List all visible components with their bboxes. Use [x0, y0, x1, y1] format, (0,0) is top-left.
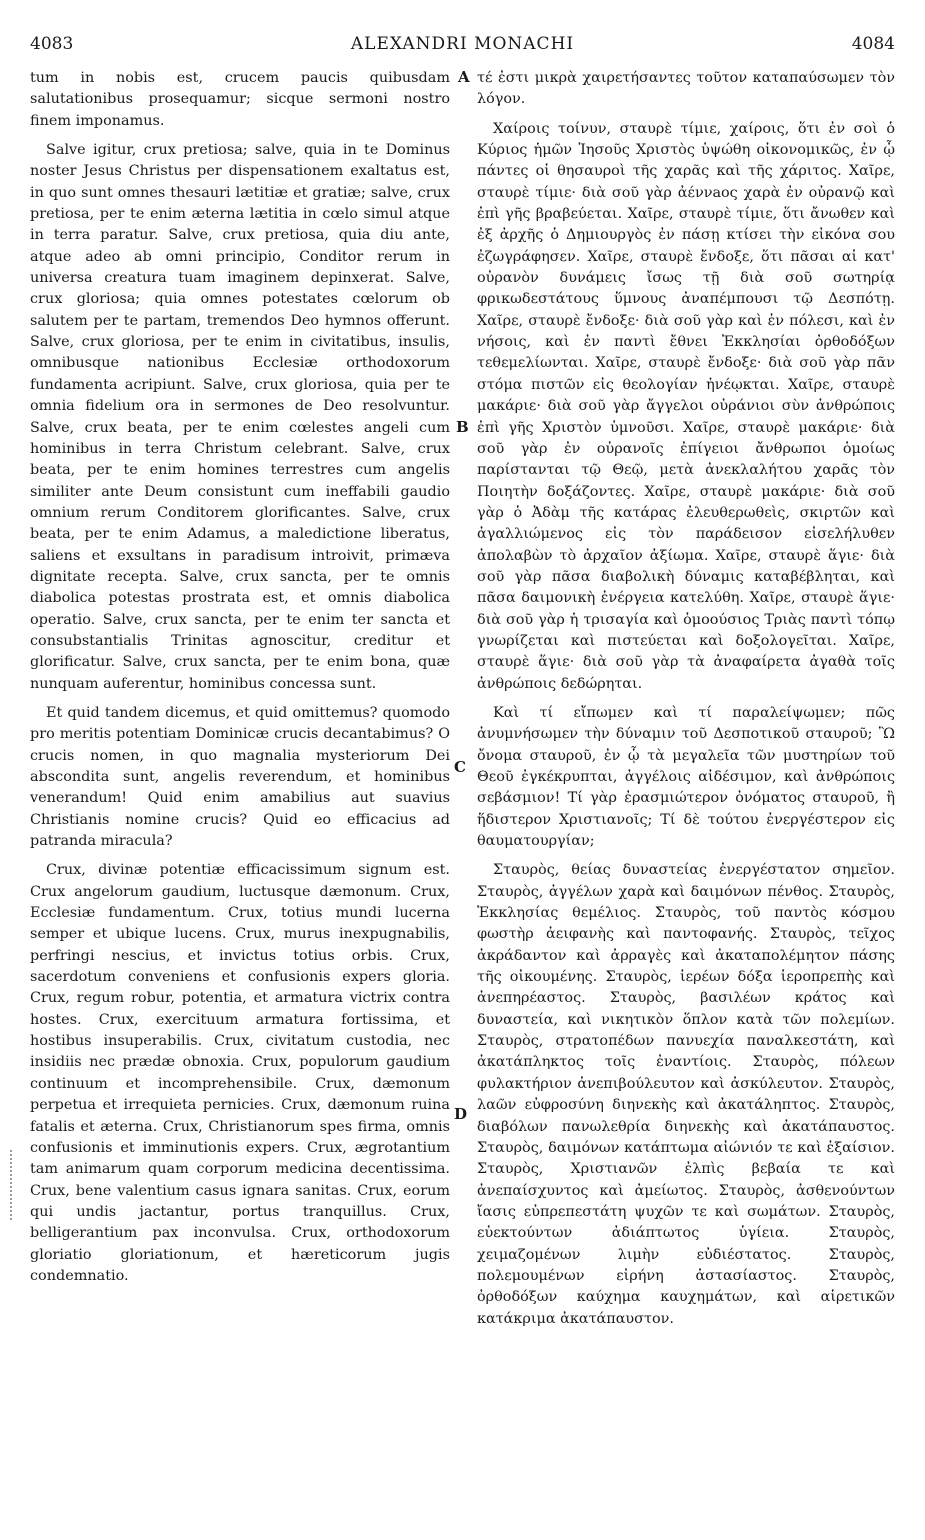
page-number-left: 4083: [30, 34, 74, 54]
section-marker-c: C: [454, 758, 466, 776]
margin-dotted-mark: [10, 1150, 16, 1220]
greek-column: [477, 68, 895, 1338]
section-marker-b: B: [456, 418, 469, 436]
latin-paragraph: Crux, divinæ potentiæ efficacissimum signum est. Crux angelorum gaudium, luctusque dæmonum. Crux, Ecclesiæ fundamentum. Crux, totius mundi lucerna semper et ubique lucens. Crux, murus inexpugnabilis, perfringi nescius, et invictus totius orbis. Crux, sacerdotum conveniens et confusionis expers gloria. Crux, regum robur, potentia, et armatura victrix contra hostes. Crux, exercituum armatura fortissima, et hostibus insuperabilis. Crux, civitatum custodia, nec insidiis nec prædæ obnoxia. Crux, populorum gaudium continuum et incomprehensibile. Crux, dæmonum perpetua et irrequieta pernicies. Crux, dæmonum ruina fatalis et æterna. Crux, Christianorum spes firma, omnis confusionis et imminutionis expers. Crux, ægrotantium tam animarum quam corporum medicina decentissima. Crux, bene valentium casus ignara sanitas. Crux, eorum qui undis jactantur, portus tranquillus. Crux, belligerantium pax inconvulsa. Crux, orthodoxorum gloriatio gloriationum, et hæreticorum jugis condemnatio.: [30, 862, 450, 1284]
greek-paragraph: Καὶ τί εἴπωμεν καὶ τί παραλείψωμεν; πῶς ἀνυμνήσωμεν τὴν δύναμιν τοῦ Δεσποτικοῦ σταυροῦ; Ὢ ὄνομα σταυροῦ, ἐν ᾧ τὰ μεγαλεῖα τῶν μυστηρίων τοῦ Θεοῦ ἐγκέκρυπται, ἀγγέλοις αἰδέσιμον, καὶ ἀνθρώποις σεβάσμιον! Τί γὰρ ἐρασμιώτερον ὀνόματος σταυροῦ, ἢ ἥδιστερον Χριστιανοῖς; Τί δὲ τούτου ἐνεργέστερον εἰς θαυματουργίαν;: [477, 704, 895, 850]
running-title: ALEXANDRI MONACHI: [350, 34, 575, 54]
greek-paragraph: Σταυρὸς, θείας δυναστείας ἐνεργέστατον σημεῖον. Σταυρὸς, ἀγγέλων χαρὰ καὶ δαιμόνων πένθος. Σταυρὸς, Ἐκκλησίας θεμέλιος. Σταυρὸς, τοῦ παντὸς κόσμου φωστὴρ ἀειφανὴς καὶ παντοφανής. Σταυρὸς, τεῖχος ἀκράδαντον καὶ ἀρραγὲς καὶ ἀκαταπολέμητον πάσης τῆς οἰκουμένης. Σταυρὸς, ἱερέων δόξα ἱεροπρεπὴς καὶ ἀνεπηρέαστος. Σταυρὸς, βασιλέων κράτος καὶ δυναστεία, καὶ νικητικὸν ὅπλον κατὰ τῶν πολεμίων. Σταυρὸς, στρατοπέδων πανυεχία παναλκεστάτη, καὶ ἀκατάπληκτος τοῖς ἐναντίοις. Σταυρὸς, πόλεων φυλακτήριον ἀνεπιβούλευτον καὶ ἀσκύλευτον. Σταυρὸς, λαῶν εὐφροσύνη διηνεκὴς καὶ ἀκατάληπτος. Σταυρὸς, διαβόλων πανωλεθρία διηνεκὴς καὶ ἀκατάπαυστος. Σταυρὸς, δαιμόνων κατάπτωμα αἰώνιόν τε καὶ ἐξαίσιον. Σταυρὸς, Χριστιανῶν ἐλπὶς βεβαία τε καὶ ἀνεπαίσχυντος καὶ ἀμείωτος. Σταυρὸς, ἀσθενούντων ἴασις εὐπρεπεστάτη ψυχῶν τε καὶ σωμάτων. Σταυρὸς, εὐεκτούντων ἀδιάπτωτος ὑγίεια. Σταυρὸς, χειμαζομένων λιμὴν εὐδιέστατος. Σταυρὸς, πολεμουμένων εἰρήνη ἀστασίαστος. Σταυρὸς, ὀρθοδόξων καύχημα καυχημάτων, καὶ αἱρετικῶν κατάκριμα ἀκατάπαυστον.: [477, 862, 895, 1327]
latin-paragraph: tum in nobis est, crucem paucis quibusdam salutationibus prosequamur; sicque sermoni nostro finem imponamus.: [30, 70, 450, 129]
page-number-right: 4084: [851, 34, 895, 54]
section-marker-a: A: [458, 68, 470, 86]
latin-paragraph: Salve igitur, crux pretiosa; salve, quia in te Dominus noster Jesus Christus per dispensationem exaltatus est, in quo sunt omnes thesauri lætitiæ et gratiæ; salve, crux pretiosa, per te enim æterna lætitia in cœlo simul atque in terra paratur. Salve, crux pretiosa, quia diu ante, atque adeo ab omni principio, Conditor rerum in universa creatura tuam imaginem depinxerat. Salve, crux gloriosa; quia omnes potestates cœlorum ob salutem per te partam, tremendos Deo hymnos offerunt. Salve, crux gloriosa, per te enim in civitatibus, insulis, omnibusque nationibus Ecclesiæ orthodoxorum fundamenta acripiunt. Salve, crux gloriosa, quia per te omnia fidelium ora in sermones de Deo resolvuntur. Salve, crux beata, per te enim cœlestes angeli cum hominibus in terra Christum celebrant. Salve, crux beata, per te enim homines terrestres cum angelis similiter ante Deum consistunt cum ineffabili gaudio omnium rerum Conditorem glorificantes. Salve, crux beata, per te enim Adamus, a maledictione liberatus, saliens et exsultans in paradisum introivit, primæva dignitate recepta. Salve, crux sancta, per te omnis diabolica potestas prostrata est, et omnis diabolica operatio. Salve, crux sancta, per te enim ter sancta et consubstantialis Trinitas agnoscitur, creditur et glorificatur. Salve, crux sancta, per te enim bona, quæ nunquam auferentur, hominibus concessa sunt.: [30, 142, 450, 692]
page-header: [30, 34, 895, 60]
greek-paragraph: τέ ἐστι μικρὰ χαιρετήσαντες τοῦτον καταπαύσωμεν τὸν λόγον.: [477, 70, 895, 108]
greek-paragraph: Χαίροις τοίνυν, σταυρὲ τίμιε, χαίροις, ὅτι ἐν σοὶ ὁ Κύριος ἡμῶν Ἰησοῦς Χριστὸς ὑψώθη οἰκονομικῶς, ἐν ᾧ πάντες οἱ θησαυροὶ τῆς χαρᾶς καὶ τῆς χάριτος. Χαῖρε, σταυρὲ τίμιε· διὰ σοῦ γὰρ ἀέννaος χαρὰ ἐν οὐρανῷ καὶ ἐπὶ γῆς βραβεύεται. Χαῖρε, σταυρὲ τίμιε, ὅτι ἄνωθεν καὶ ἐξ ἀρχῆς ὁ Δημιουργὸς ἐν πάσῃ κτίσει τὴν εἰκόνα σου ἐζωγράφησεν. Χαῖρε, σταυρὲ ἔνδοξε, ὅτι πᾶσαι αἱ κατ' οὐρανὸν δυνάμεις ἴσως τῇ διὰ σοῦ σωτηρίᾳ φρικωδεστάτους ὕμνους ἀναπέμπουσι τῷ Δεσπότῃ. Χαῖρε, σταυρὲ ἔνδοξε· διὰ σοῦ γὰρ καὶ ἐν πόλεσι, καὶ ἐν νήσοις, καὶ ἐν παντὶ ἔθνει Ἐκκλησίαι ὀρθοδόξων τεθεμελίωνται. Χαῖρε, σταυρὲ ἔνδοξε· διὰ σοῦ γὰρ πᾶν στόμα πιστῶν εἰς θεολογίαν ἠνέῳκται. Χαῖρε, σταυρὲ μακάριε· διὰ σοῦ γὰρ ἄγγελοι οὐράνιοι σὺν ἀνθρώποις ἐπὶ γῆς Χριστὸν ὑμνοῦσι. Χαῖρε, σταυρὲ μακάριε· διὰ σοῦ γὰρ ἐν οὐρανοῖς ἐπίγειοι ἄνθρωποι ὁμοίως παρίστανται τῷ Θεῷ, μετὰ ἀνεκλαλήτου χαρᾶς τὸν Ποιητὴν δοξάζοντες. Χαῖρε, σταυρὲ μακάριε· διὰ σοῦ γὰρ ὁ Ἀδὰμ τῆς κατάρας ἐλευθερωθεὶς, σκιρτῶν καὶ ἀγαλλιώμενος εἰς τὸν παράδεισον εἰσελήλυθεν ἀπολαβὼν τὸ ἀρχαῖον ἀξίωμα. Χαῖρε, σταυρὲ ἅγιε· διὰ σοῦ γὰρ πᾶσα διαβολικὴ δύναμις καταβέβληται, καὶ πᾶσα δαιμονικὴ ἐνέργεια κατελύθη. Χαῖρε, σταυρὲ ἅγιε· διὰ σοῦ γὰρ ἡ τρισαγία καὶ ὁμοούσιος Τριὰς παντὶ τόπῳ γνωρίζεται καὶ πιστεύεται καὶ δοξολογεῖται. Χαῖρε, σταυρὲ ἅγιε· διὰ σοῦ γὰρ τὰ ἀναφαίρετα ἀγαθὰ τοῖς ἀνθρώποις δεδώρηται.: [477, 120, 895, 692]
latin-paragraph: Et quid tandem dicemus, et quid omittemus? quomodo pro meritis potentiam Dominicæ crucis decantabimus? O crucis nomen, in quo magnalia mysteriorum Dei abscondita sunt, angelis reverendum, et hominibus venerandum! Quid enim amabilius aut suavius Christianis nomine crucis? Quid eo efficacius ad patranda miracula?: [30, 704, 450, 850]
section-marker-d: D: [454, 1105, 468, 1123]
latin-column: [30, 68, 450, 1295]
